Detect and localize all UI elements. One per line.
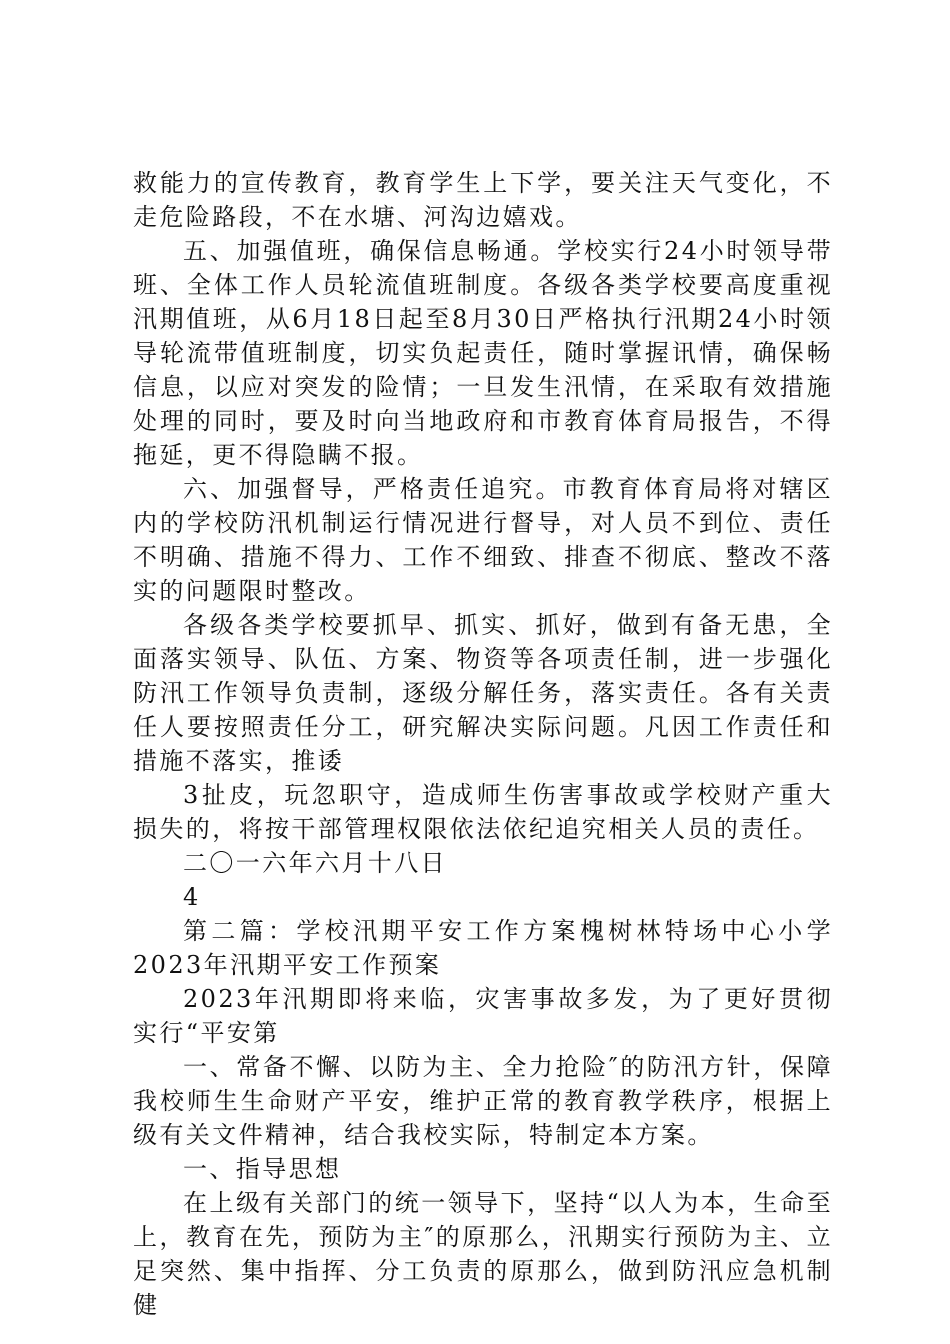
paragraph: 救能力的宣传教育，教育学生上下学，要关注天气变化，不走危险路段，不在水塘、河沟边嬉戏。 xyxy=(133,169,833,231)
paragraph: 2023年汛期即将来临，灾害事故多发，为了更好贯彻实行“平安第 xyxy=(133,985,833,1047)
paragraph: 五、加强值班，确保信息畅通。学校实行24小时领导带班、全体工作人员轮流值班制度。各级各类学校要高度重视汛期值班，从6月18日起至8月30日严格执行汛期24小时领导轮流带值班制度，切实负起责任，随时掌握讯情，确保畅信息，以应对突发的险情；一旦发生汛情，在采取有效措施处理的同时，要及时向当地政府和市教育体育局报告，不得拖延，更不得隐瞒不报。 xyxy=(133,237,833,469)
document-body xyxy=(133,166,833,1322)
section-heading: 一、指导思想 xyxy=(183,1155,342,1183)
paragraph: 在上级有关部门的统一领导下，坚持“以人为本，生命至上，教育在先，预防为主″的原那么，汛期实行预防为主、立足突然、集中指挥、分工负责的原那么，做到防汛应急机制健 xyxy=(133,1189,833,1319)
paragraph: 一、常备不懈、以防为主、全力抢险″的防汛方针，保障我校师生生命财产平安，维护正常的教育教学秩序，根据上级有关文件精神，结合我校实际，特制定本方案。 xyxy=(133,1053,833,1149)
date-line: 二〇一六年六月十八日 xyxy=(183,849,447,877)
paragraph: 六、加强督导，严格责任追究。市教育体育局将对辖区内的学校防汛机制运行情况进行督导，对人员不到位、责任不明确、措施不得力、工作不细致、排查不彻底、整改不落实的问题限时整改。 xyxy=(133,475,833,605)
paragraph: 各级各类学校要抓早、抓实、抓好，做到有备无患，全面落实领导、队伍、方案、物资等各项责任制，进一步强化防汛工作领导负责制，逐级分解任务，落实责任。各有关责任人要按照责任分工，研究解决实际问题。凡因工作责任和措施不落实，推诿 xyxy=(133,611,833,775)
section-heading: 第二篇：学校汛期平安工作方案槐树林特场中心小学2023年汛期平安工作预案 xyxy=(133,917,833,979)
page-number: 4 xyxy=(183,883,201,911)
paragraph: 3扯皮，玩忽职守，造成师生伤害事故或学校财产重大损失的，将按干部管理权限依法依纪追究相关人员的责任。 xyxy=(133,781,833,843)
